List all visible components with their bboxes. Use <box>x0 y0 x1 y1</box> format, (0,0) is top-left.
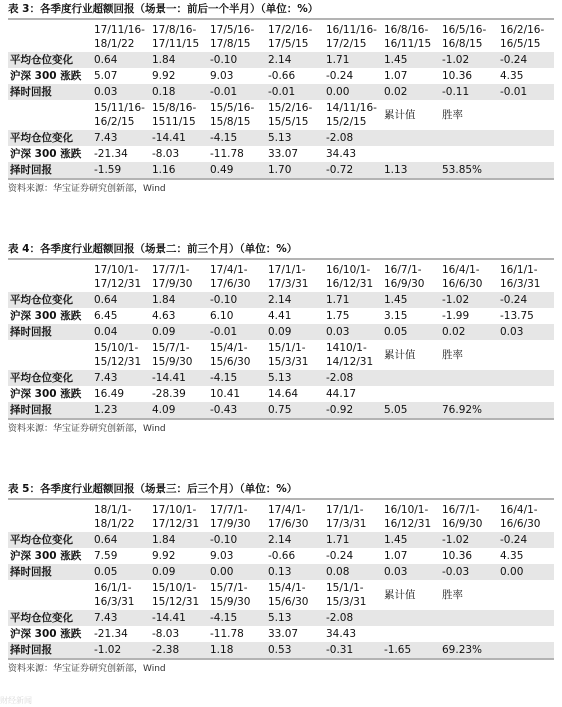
row-label: 沪深 300 涨跌 <box>10 147 82 160</box>
table-cell: 0.03 <box>380 564 438 580</box>
table-cell: 5.13 <box>264 130 322 146</box>
row-label: 择时回报 <box>8 84 90 100</box>
data-table <box>8 22 554 180</box>
table-cell: -1.99 <box>442 309 470 322</box>
caption-rule <box>8 498 554 500</box>
table-cell: 14/11/16- 15/2/15 <box>326 102 377 128</box>
table-cell: 1.18 <box>206 642 264 659</box>
table-cell: 16/8/16- 16/11/15 <box>384 24 432 50</box>
table-cell: 14.64 <box>268 387 299 400</box>
table-cell: 0.64 <box>90 52 148 68</box>
table-cell: 0.03 <box>322 324 380 340</box>
table-cell: 3.15 <box>384 309 408 322</box>
table-cell <box>496 130 554 146</box>
table-row <box>8 84 554 100</box>
table-row <box>8 130 554 146</box>
table-cell: 16/11/16- 17/2/15 <box>326 24 377 50</box>
header-row <box>8 502 554 532</box>
table-cell: 6.45 <box>94 309 118 322</box>
row-label: 择时回报 <box>8 402 90 419</box>
row-label: 平均仓位变化 <box>8 532 90 548</box>
table-5-block <box>8 480 554 677</box>
table-3-block <box>8 0 554 197</box>
table-cell: 0.08 <box>322 564 380 580</box>
header-row <box>8 340 554 370</box>
caption-rule <box>8 18 554 20</box>
row-label <box>8 22 90 52</box>
table-cell: 9.92 <box>152 69 176 82</box>
table-cell: 0.09 <box>148 564 206 580</box>
table-cell: 53.85% <box>438 162 496 179</box>
table-cell: -0.24 <box>326 549 354 562</box>
table-cell: 0.09 <box>264 324 322 340</box>
table-cell: 16/7/1- 16/9/30 <box>384 264 425 290</box>
header-row <box>8 100 554 130</box>
table-cell: -0.10 <box>206 532 264 548</box>
table-cell: 胜率 <box>442 109 463 121</box>
table-cell: 16/7/1- 16/9/30 <box>442 504 483 530</box>
table-row <box>8 548 554 564</box>
table-cell <box>496 402 554 419</box>
table-cell <box>496 162 554 179</box>
table-cell: 0.00 <box>496 564 554 580</box>
row-label: 平均仓位变化 <box>8 370 90 386</box>
table-cell: 76.92% <box>438 402 496 419</box>
table-caption: 表 3：各季度行业超额回报（场景一：前后一个半月）（单位：%） <box>8 3 319 15</box>
table-cell: 18/1/1- 18/1/22 <box>94 504 135 530</box>
table-cell: 17/7/1- 17/9/30 <box>152 264 193 290</box>
table-row <box>8 370 554 386</box>
table-cell: 16/10/1- 16/12/31 <box>384 504 432 530</box>
row-label: 平均仓位变化 <box>8 52 90 68</box>
data-table <box>8 262 554 420</box>
table-cell: 17/10/1- 17/12/31 <box>152 504 200 530</box>
table-cell: 17/1/1- 17/3/31 <box>326 504 367 530</box>
table-cell: 1.71 <box>322 292 380 308</box>
table-cell: -0.01 <box>496 84 554 100</box>
table-cell <box>438 626 496 642</box>
table-cell <box>496 386 554 402</box>
table-cell: -14.41 <box>148 610 206 626</box>
table-cell: 10.36 <box>442 549 473 562</box>
table-cell: 15/10/1- 15/12/31 <box>94 342 142 368</box>
table-cell: 17/4/1- 17/6/30 <box>268 504 309 530</box>
table-cell: 17/7/1- 17/9/30 <box>210 504 251 530</box>
table-cell: 9.03 <box>210 69 234 82</box>
table-row <box>8 642 554 659</box>
table-cell: 1.45 <box>380 532 438 548</box>
table-cell: 7.43 <box>90 610 148 626</box>
table-cell: 17/4/1- 17/6/30 <box>210 264 251 290</box>
row-label: 平均仓位变化 <box>8 610 90 626</box>
table-cell: 7.43 <box>90 370 148 386</box>
table-cell: 0.03 <box>496 324 554 340</box>
table-cell: -0.01 <box>206 84 264 100</box>
table-cell: 0.75 <box>264 402 322 419</box>
table-cell <box>496 580 554 610</box>
table-cell: -0.10 <box>206 292 264 308</box>
table-cell: 0.04 <box>90 324 148 340</box>
table-cell: 1.07 <box>384 69 408 82</box>
table-cell: -1.02 <box>438 532 496 548</box>
table-cell <box>496 610 554 626</box>
table-cell <box>380 130 438 146</box>
row-label <box>8 340 90 370</box>
table-row <box>8 162 554 179</box>
table-cell: 17/2/16- 17/5/15 <box>268 24 313 50</box>
table-cell: 1.45 <box>380 292 438 308</box>
table-cell: 16.49 <box>94 387 125 400</box>
table-cell <box>380 610 438 626</box>
table-cell <box>438 370 496 386</box>
row-label <box>8 580 90 610</box>
table-cell: 16/4/1- 16/6/30 <box>500 504 541 530</box>
source-note: 资料来源：华宝证券研究创新部，Wind <box>8 184 166 194</box>
table-cell <box>496 146 554 162</box>
table-cell: -13.75 <box>500 309 534 322</box>
table-cell <box>496 626 554 642</box>
row-label: 择时回报 <box>8 642 90 659</box>
table-cell: 0.00 <box>206 564 264 580</box>
row-label: 沪深 300 涨跌 <box>10 549 82 562</box>
table-row <box>8 532 554 548</box>
table-cell: 1.84 <box>148 292 206 308</box>
table-row <box>8 564 554 580</box>
table-cell: 69.23% <box>438 642 496 659</box>
table-cell: -8.03 <box>152 147 180 160</box>
table-row <box>8 146 554 162</box>
table-cell: 5.13 <box>264 370 322 386</box>
table-cell: 15/10/1- 15/12/31 <box>152 582 200 608</box>
table-cell: 4.41 <box>268 309 292 322</box>
table-cell: 16/5/16- 16/8/15 <box>442 24 487 50</box>
table-cell: 16/1/1- 16/3/31 <box>500 264 541 290</box>
caption-rule <box>8 258 554 260</box>
table-cell: 0.53 <box>264 642 322 659</box>
table-cell: 1.71 <box>322 52 380 68</box>
table-cell: 2.14 <box>264 292 322 308</box>
table-cell: -0.03 <box>438 564 496 580</box>
table-cell: 0.00 <box>322 84 380 100</box>
table-row <box>8 386 554 402</box>
row-label: 平均仓位变化 <box>8 292 90 308</box>
table-cell: 17/11/16- 18/1/22 <box>94 24 145 50</box>
table-cell: 5.07 <box>94 69 118 82</box>
table-cell: 7.59 <box>94 549 118 562</box>
table-row <box>8 402 554 419</box>
table-cell: 累计值 <box>384 349 416 361</box>
table-row <box>8 52 554 68</box>
table-cell: -14.41 <box>148 130 206 146</box>
table-cell: 1.45 <box>380 52 438 68</box>
table-cell: 15/2/16- 15/5/15 <box>268 102 313 128</box>
table-cell: 9.92 <box>152 549 176 562</box>
table-cell: 16/4/1- 16/6/30 <box>442 264 483 290</box>
table-cell: -0.66 <box>268 549 296 562</box>
source-note: 资料来源：华宝证券研究创新部，Wind <box>8 664 166 674</box>
table-cell: 0.05 <box>380 324 438 340</box>
table-cell: 1.07 <box>384 549 408 562</box>
table-row <box>8 626 554 642</box>
table-cell: 15/4/1- 15/6/30 <box>268 582 309 608</box>
row-label <box>8 262 90 292</box>
table-cell: 0.02 <box>380 84 438 100</box>
table-cell: 0.49 <box>206 162 264 179</box>
table-cell: -4.15 <box>206 610 264 626</box>
table-cell: 1.23 <box>90 402 148 419</box>
table-row <box>8 68 554 84</box>
table-cell: -4.15 <box>206 370 264 386</box>
row-label: 沪深 300 涨跌 <box>10 69 82 82</box>
table-cell: 1410/1- 14/12/31 <box>326 342 374 368</box>
table-cell <box>496 370 554 386</box>
table-cell: 5.05 <box>380 402 438 419</box>
source-note: 资料来源：华宝证券研究创新部，Wind <box>8 424 166 434</box>
row-label: 择时回报 <box>8 162 90 179</box>
table-cell: 0.05 <box>90 564 148 580</box>
table-cell: 9.03 <box>210 549 234 562</box>
table-cell: 15/4/1- 15/6/30 <box>210 342 251 368</box>
header-row <box>8 22 554 52</box>
table-cell: 17/1/1- 17/3/31 <box>268 264 309 290</box>
table-cell: -0.24 <box>326 69 354 82</box>
table-cell: -0.01 <box>264 84 322 100</box>
table-cell <box>438 610 496 626</box>
table-cell: 6.10 <box>210 309 234 322</box>
table-cell: 0.18 <box>148 84 206 100</box>
table-cell: -0.01 <box>206 324 264 340</box>
table-cell: -11.78 <box>210 627 244 640</box>
table-caption: 表 4：各季度行业超额回报（场景二：前三个月）（单位：%） <box>8 243 298 255</box>
table-cell <box>438 146 496 162</box>
table-cell: 累计值 <box>384 589 416 601</box>
row-label <box>8 502 90 532</box>
table-cell: 15/5/16- 15/8/15 <box>210 102 255 128</box>
table-cell: 4.35 <box>500 549 524 562</box>
row-label: 平均仓位变化 <box>8 130 90 146</box>
table-cell: 15/1/1- 15/3/31 <box>268 342 309 368</box>
table-cell: 1.84 <box>148 52 206 68</box>
table-row <box>8 308 554 324</box>
table-cell: -21.34 <box>94 147 128 160</box>
table-cell: 累计值 <box>384 109 416 121</box>
table-cell <box>496 642 554 659</box>
table-cell: 1.75 <box>326 309 350 322</box>
table-cell: -2.08 <box>322 370 380 386</box>
table-cell: -0.24 <box>496 52 554 68</box>
row-label: 沪深 300 涨跌 <box>10 627 82 640</box>
table-cell: -1.02 <box>438 52 496 68</box>
table-cell: -1.59 <box>90 162 148 179</box>
table-cell: 1.71 <box>322 532 380 548</box>
table-cell: 15/7/1- 15/9/30 <box>210 582 251 608</box>
header-row <box>8 262 554 292</box>
table-cell: -2.08 <box>322 610 380 626</box>
table-cell: -0.66 <box>268 69 296 82</box>
table-cell: -0.10 <box>206 52 264 68</box>
header-row <box>8 580 554 610</box>
row-label: 沪深 300 涨跌 <box>10 387 82 400</box>
table-cell: -1.02 <box>438 292 496 308</box>
table-row <box>8 610 554 626</box>
table-cell: 15/11/16- 16/2/15 <box>94 102 145 128</box>
table-cell: 16/1/1- 16/3/31 <box>94 582 135 608</box>
table-cell <box>496 100 554 130</box>
table-cell <box>380 626 438 642</box>
table-row <box>8 324 554 340</box>
table-cell: 4.35 <box>500 69 524 82</box>
table-cell: 17/10/1- 17/12/31 <box>94 264 142 290</box>
table-cell: 10.36 <box>442 69 473 82</box>
table-cell: -0.11 <box>438 84 496 100</box>
table-cell: 5.13 <box>264 610 322 626</box>
table-cell: 0.64 <box>90 292 148 308</box>
table-row <box>8 292 554 308</box>
data-table <box>8 502 554 660</box>
table-cell: -1.65 <box>380 642 438 659</box>
table-cell <box>496 340 554 370</box>
table-cell: -21.34 <box>94 627 128 640</box>
table-cell: -14.41 <box>148 370 206 386</box>
table-cell: 34.43 <box>326 627 357 640</box>
table-cell: 7.43 <box>90 130 148 146</box>
table-cell: 1.70 <box>264 162 322 179</box>
table-cell: 16/2/16- 16/5/15 <box>500 24 545 50</box>
table-cell: -0.72 <box>322 162 380 179</box>
table-cell: 0.09 <box>148 324 206 340</box>
table-cell: 17/8/16- 17/11/15 <box>152 24 200 50</box>
table-cell: 0.02 <box>438 324 496 340</box>
table-cell: 0.13 <box>264 564 322 580</box>
table-cell: 2.14 <box>264 532 322 548</box>
table-cell: 33.07 <box>268 627 299 640</box>
table-cell: 1.13 <box>380 162 438 179</box>
table-cell: -1.02 <box>90 642 148 659</box>
table-cell <box>380 386 438 402</box>
table-cell: -2.38 <box>148 642 206 659</box>
table-cell: -4.15 <box>206 130 264 146</box>
table-cell: 4.63 <box>152 309 176 322</box>
table-4-block <box>8 240 554 437</box>
row-label: 择时回报 <box>8 564 90 580</box>
watermark: 财经新闻 <box>0 696 32 705</box>
table-cell: 0.03 <box>90 84 148 100</box>
table-cell: -0.31 <box>322 642 380 659</box>
table-cell: 16/10/1- 16/12/31 <box>326 264 374 290</box>
table-cell: 15/8/16- 1511/15 <box>152 102 197 128</box>
table-cell: -2.08 <box>322 130 380 146</box>
table-cell: -8.03 <box>152 627 180 640</box>
table-cell: 胜率 <box>442 349 463 361</box>
table-cell: -28.39 <box>152 387 186 400</box>
table-cell <box>438 130 496 146</box>
table-cell: 10.41 <box>210 387 241 400</box>
table-cell: -0.43 <box>206 402 264 419</box>
table-cell: 15/1/1- 15/3/31 <box>326 582 367 608</box>
table-cell <box>380 146 438 162</box>
table-cell: 34.43 <box>326 147 357 160</box>
table-cell: 17/5/16- 17/8/15 <box>210 24 255 50</box>
table-cell: 0.64 <box>90 532 148 548</box>
table-cell: 4.09 <box>148 402 206 419</box>
table-cell: 15/7/1- 15/9/30 <box>152 342 193 368</box>
table-cell: 1.84 <box>148 532 206 548</box>
table-cell: 胜率 <box>442 589 463 601</box>
table-cell: -0.24 <box>496 292 554 308</box>
row-label <box>8 100 90 130</box>
table-cell: -0.92 <box>322 402 380 419</box>
table-cell: 33.07 <box>268 147 299 160</box>
row-label: 沪深 300 涨跌 <box>10 309 82 322</box>
table-caption: 表 5：各季度行业超额回报（场景三：后三个月）（单位：%） <box>8 483 298 495</box>
table-cell: -0.24 <box>496 532 554 548</box>
table-cell: 2.14 <box>264 52 322 68</box>
table-cell <box>380 370 438 386</box>
table-cell: 44.17 <box>326 387 357 400</box>
row-label: 择时回报 <box>8 324 90 340</box>
table-cell: -11.78 <box>210 147 244 160</box>
table-cell <box>438 386 496 402</box>
table-cell: 1.16 <box>148 162 206 179</box>
